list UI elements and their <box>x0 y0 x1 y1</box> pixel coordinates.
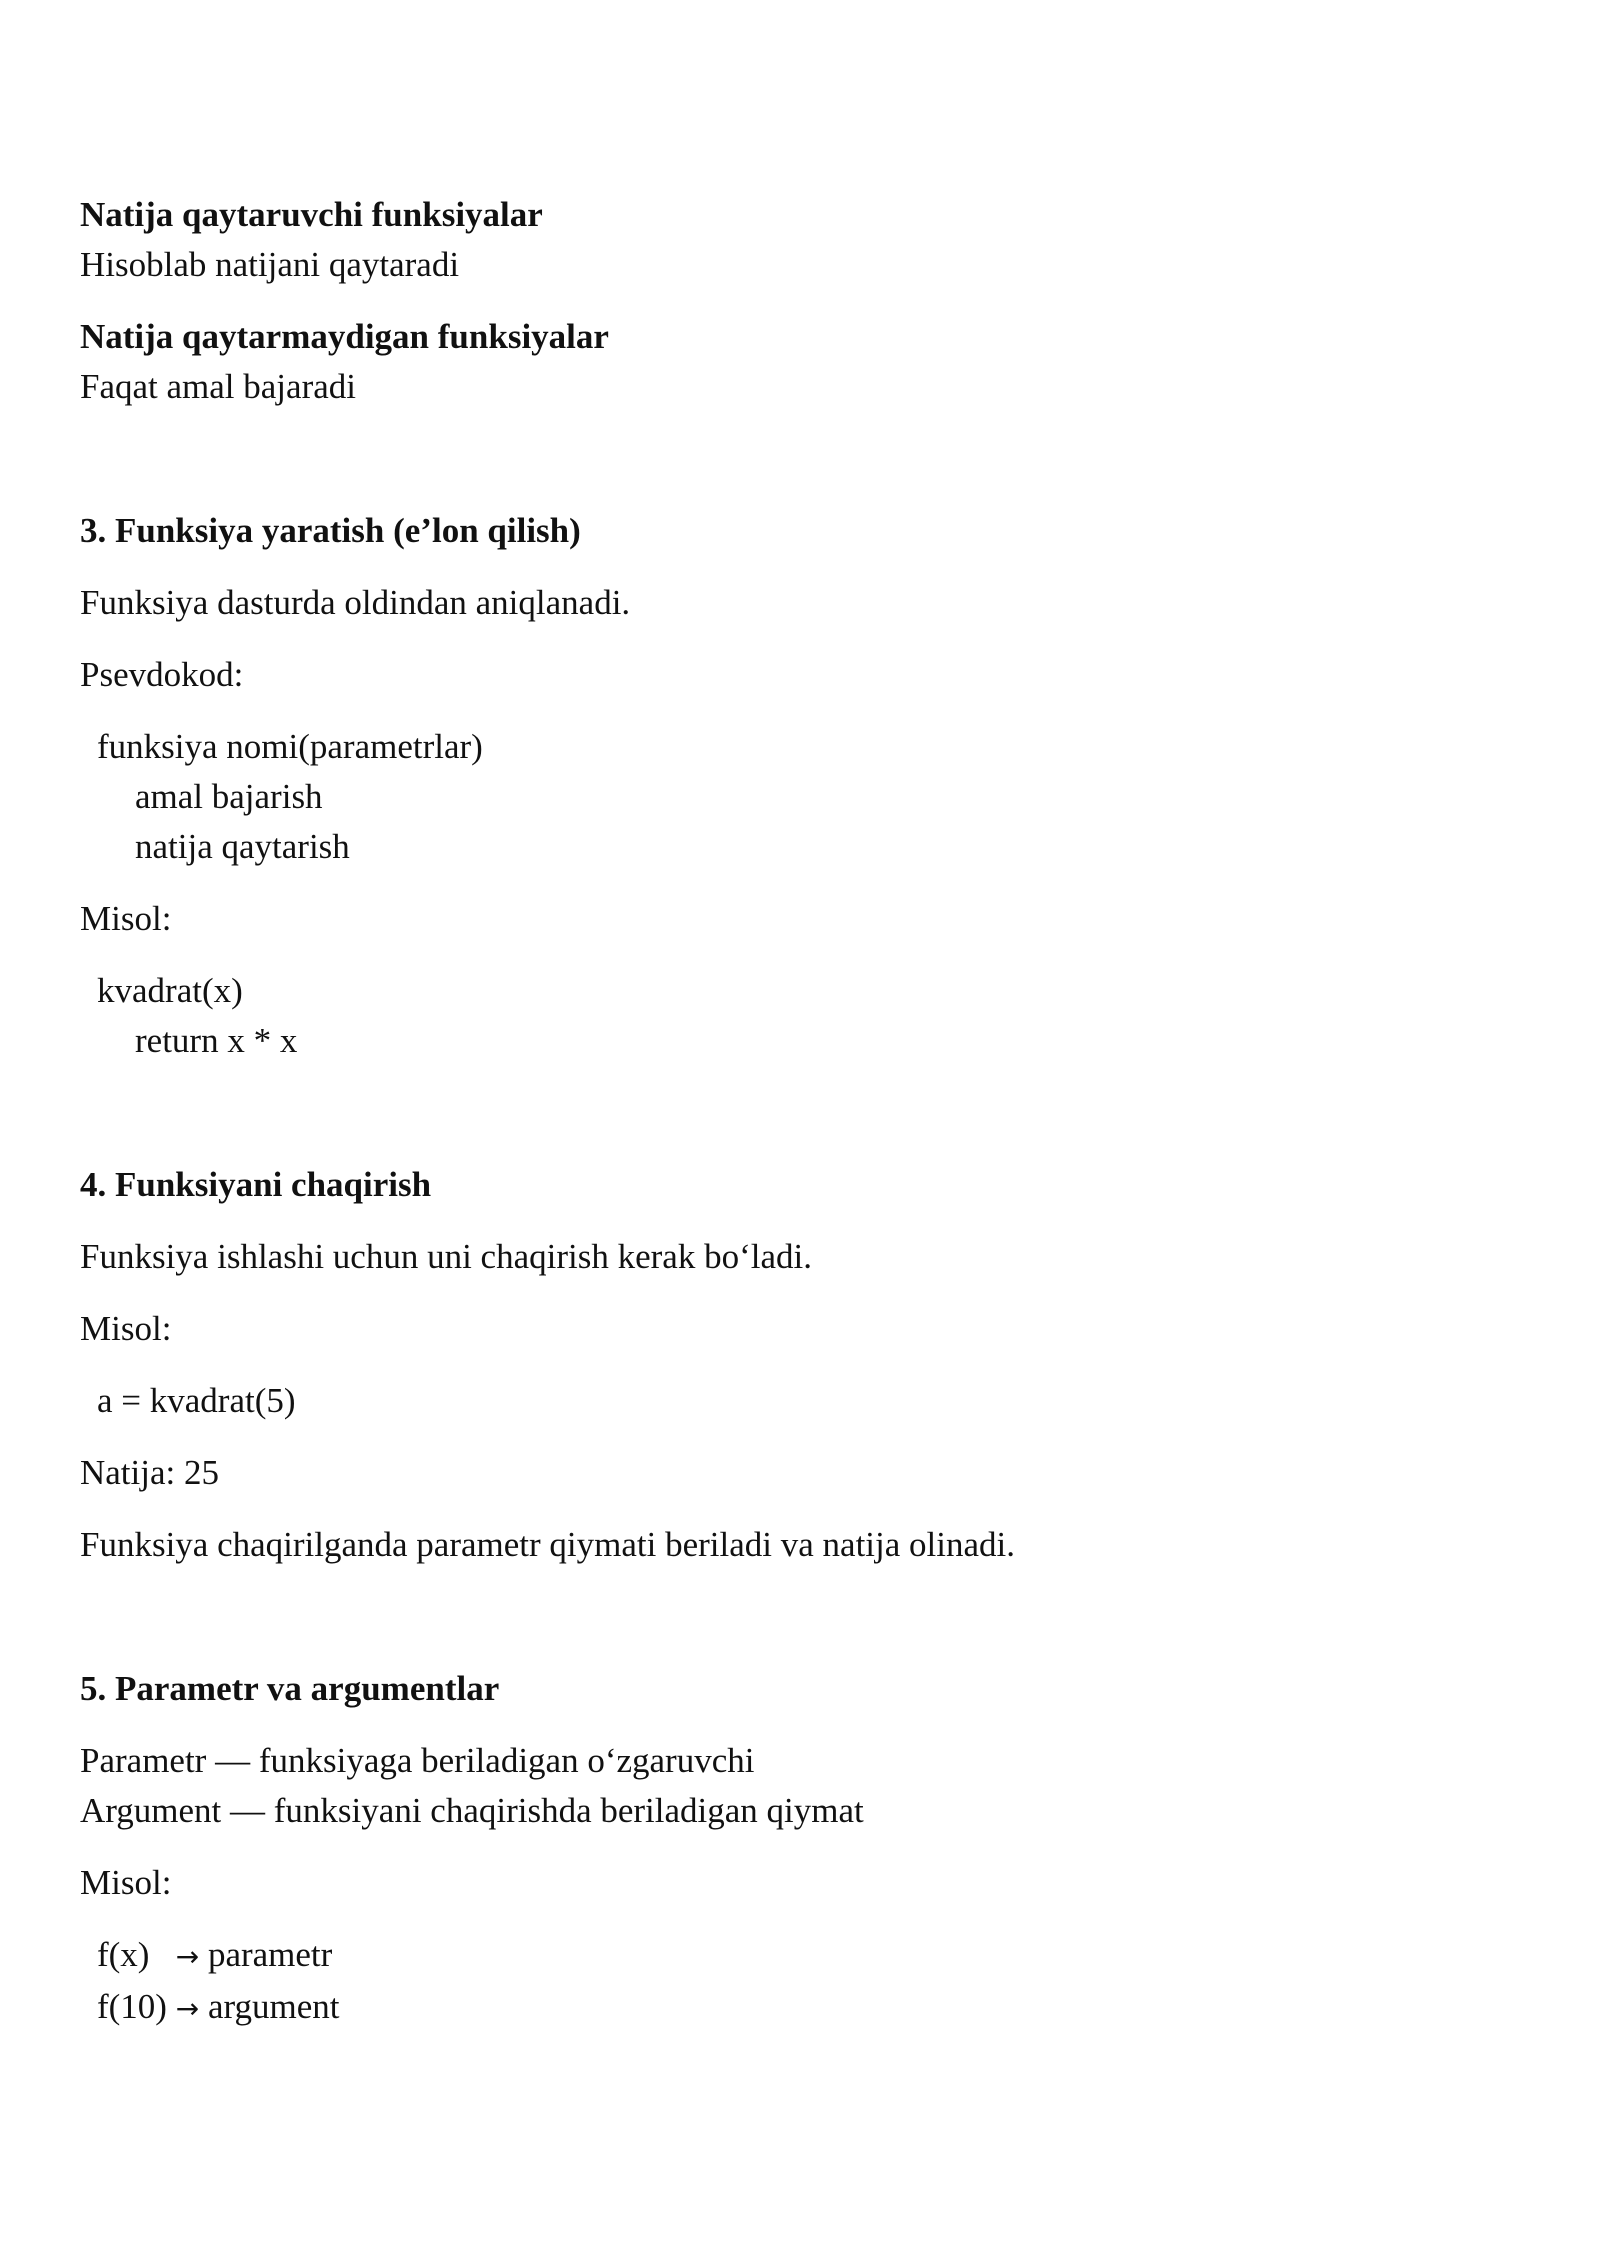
argument-example-term: argument <box>207 1987 340 2026</box>
parameter-definition: Parametr — funksiyaga beriladigan o‘zgaruvchi <box>80 1741 755 1780</box>
pseudo-line: funksiya nomi(parametrlar) <box>97 727 483 766</box>
parameter-example-code: f(x) <box>97 1935 150 1974</box>
pseudo-label: Psevdokod: <box>80 655 244 694</box>
section4-note: Funksiya chaqirilganda parametr qiymati beriladi va natija olinadi. <box>80 1525 1015 1564</box>
section4-example-label: Misol: <box>80 1309 172 1348</box>
example-code-line: return x * x <box>135 1021 298 1060</box>
example-code-line: kvadrat(x) <box>97 971 243 1010</box>
section3-heading: 3. Funksiya yaratish (e’lon qilish) <box>80 511 581 550</box>
section4-intro: Funksiya ishlashi uchun uni chaqirish kerak bo‘ladi. <box>80 1237 812 1276</box>
argument-definition: Argument — funksiyani chaqirishda beriladigan qiymat <box>80 1791 864 1830</box>
section5-example-label: Misol: <box>80 1863 172 1902</box>
argument-example-code: f(10) <box>97 1987 167 2026</box>
right-arrow-icon: → <box>175 1992 200 2025</box>
parameter-example <box>80 1930 1520 1982</box>
section5-heading: 5. Parametr va argumentlar <box>80 1669 500 1708</box>
argument-example <box>80 1982 1520 2034</box>
returning-heading: Natija qaytaruvchi funksiyalar <box>80 195 543 234</box>
section4-example-code: a = kvadrat(5) <box>97 1381 296 1420</box>
nonreturning-text: Faqat amal bajaradi <box>80 367 356 406</box>
pseudo-line: amal bajarish <box>135 777 323 816</box>
parameter-example-term: parametr <box>207 1935 333 1974</box>
section4-heading: 4. Funksiyani chaqirish <box>80 1165 432 1204</box>
section3-intro: Funksiya dasturda oldindan aniqlanadi. <box>80 583 631 622</box>
section4-result: Natija: 25 <box>80 1453 219 1492</box>
document-page <box>80 190 1520 2034</box>
returning-text: Hisoblab natijani qaytaradi <box>80 245 460 284</box>
right-arrow-icon: → <box>175 1940 200 1973</box>
pseudo-line: natija qaytarish <box>135 827 350 866</box>
nonreturning-heading: Natija qaytarmaydigan funksiyalar <box>80 317 609 356</box>
section3-example-label: Misol: <box>80 899 172 938</box>
